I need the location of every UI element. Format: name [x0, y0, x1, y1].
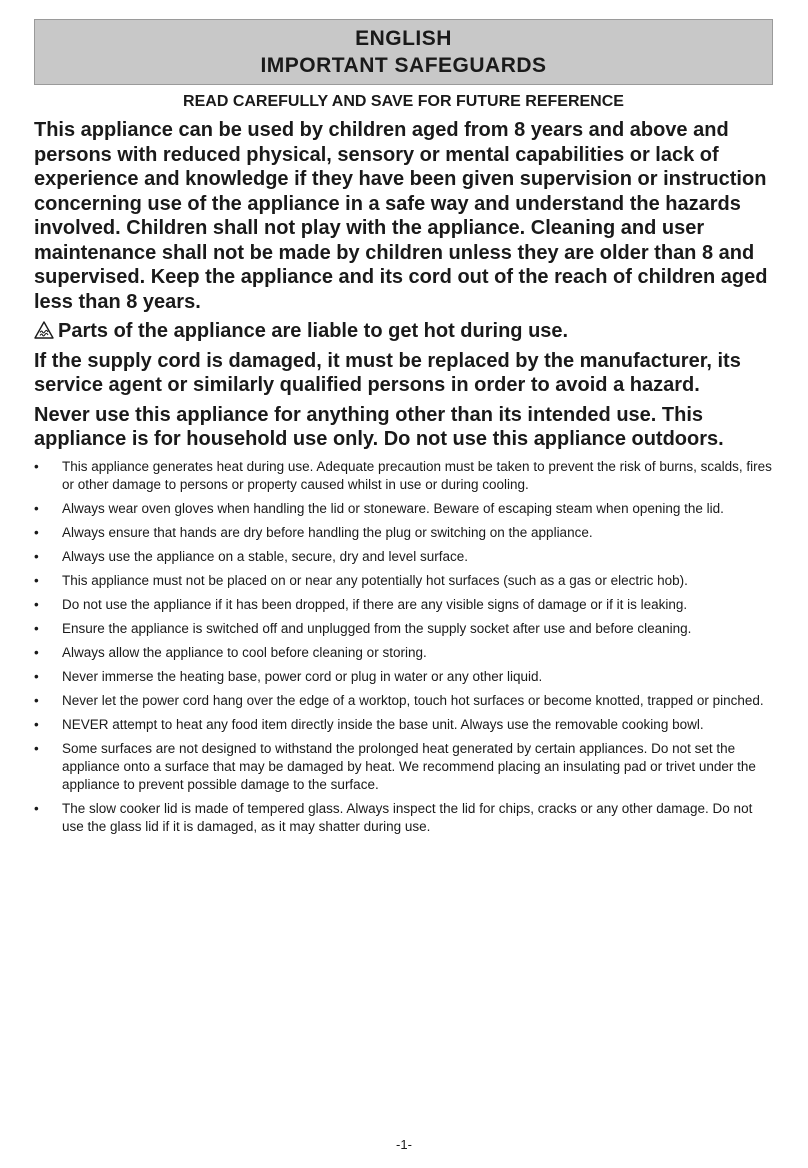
list-item: [34, 500, 774, 518]
list-item-text: This appliance must not be placed on or near any potentially hot surfaces (such as a gas or electric hob).: [62, 573, 688, 588]
list-item-text: Always allow the appliance to cool before cleaning or storing.: [62, 645, 427, 660]
list-item-text: This appliance generates heat during use. Adequate precaution must be taken to prevent the risk of burns, scalds, fires or other damage to persons or property caused whilst in use or during cooling.: [62, 459, 772, 492]
list-item-text: Always ensure that hands are dry before handling the plug or switching on the appliance.: [62, 525, 593, 540]
list-item: [34, 740, 774, 794]
list-item-text: Never let the power cord hang over the edge of a worktop, touch hot surfaces or become knotted, trapped or pinched.: [62, 693, 764, 708]
bullet-icon: •: [34, 501, 39, 516]
header-banner: [34, 19, 773, 85]
list-item-text: Always wear oven gloves when handling the lid or stoneware. Beware of escaping steam when opening the lid.: [62, 501, 724, 516]
list-item-text: Do not use the appliance if it has been dropped, if there are any visible signs of damage or if it is leaking.: [62, 597, 688, 612]
list-item: [34, 548, 774, 566]
list-item-text: Some surfaces are not designed to withstand the prolonged heat generated by certain appliances. Do not set the appliance onto a surface that may be damaged by heat. We recommend placing an insulating pad or trivet under the appliance to prevent possible damage to the surface.: [62, 741, 756, 792]
list-item: [34, 458, 774, 494]
bullet-icon: •: [34, 525, 39, 540]
bullet-icon: •: [34, 549, 39, 564]
page-number: -1-: [396, 1137, 412, 1152]
list-item: [34, 596, 774, 614]
list-item: [34, 716, 774, 734]
list-item: [34, 692, 774, 710]
intro-warnings: [34, 118, 782, 452]
list-item: [34, 668, 774, 686]
read-carefully-subheading: READ CAREFULLY AND SAVE FOR FUTURE REFERENCE: [183, 93, 624, 110]
list-item: [34, 644, 774, 662]
page-title: IMPORTANT SAFEGUARDS: [260, 54, 547, 77]
list-item-text: Ensure the appliance is switched off and unplugged from the supply socket after use and before cleaning.: [62, 621, 692, 636]
cord-paragraph: If the supply cord is damaged, it must be replaced by the manufacturer, its service agent or similarly qualified persons in order to avoid a hazard.: [34, 349, 741, 396]
list-item: [34, 620, 774, 638]
list-item-text: Always use the appliance on a stable, secure, dry and level surface.: [62, 549, 468, 564]
hot-warning-paragraph: [34, 319, 782, 344]
use-paragraph: Never use this appliance for anything other than its intended use. This appliance is for household use only. Do not use this appliance outdoors.: [34, 403, 724, 450]
bullet-icon: •: [34, 669, 39, 684]
hot-warning-text: Parts of the appliance are liable to get hot during use.: [58, 320, 569, 342]
bullet-icon: •: [34, 693, 39, 708]
list-item-text: Never immerse the heating base, power cord or plug in water or any other liquid.: [62, 669, 543, 684]
bullet-icon: •: [34, 801, 39, 816]
language-heading: ENGLISH: [355, 27, 452, 50]
list-item-text: The slow cooker lid is made of tempered glass. Always inspect the lid for chips, cracks or any other damage. Do not use the glass lid if it is damaged, as it may shatter during use.: [62, 801, 753, 834]
children-paragraph: This appliance can be used by children aged from 8 years and above and persons with reduced physical, sensory or mental capabilities or lack of experience and knowledge if they have been given supervision or instruction concerning use of the appliance in a safe way and understand the hazards involved. Children shall not play with the appliance. Cleaning and user maintenance shall not be made by children unless they are older than 8 and supervised. Keep the appliance and its cord out of the reach of children aged less than 8 years.: [34, 119, 768, 313]
list-item: [34, 524, 774, 542]
safeguard-list: [34, 458, 774, 842]
bullet-icon: •: [34, 621, 39, 636]
list-item-text: NEVER attempt to heat any food item directly inside the base unit. Always use the removable cooking bowl.: [62, 717, 704, 732]
bullet-icon: •: [34, 717, 39, 732]
list-item: [34, 572, 774, 590]
bullet-icon: •: [34, 645, 39, 660]
bullet-icon: •: [34, 459, 39, 474]
warning-triangle-icon: [34, 321, 54, 339]
list-item: [34, 800, 774, 836]
bullet-icon: •: [34, 741, 39, 756]
bullet-icon: •: [34, 597, 39, 612]
bullet-icon: •: [34, 573, 39, 588]
